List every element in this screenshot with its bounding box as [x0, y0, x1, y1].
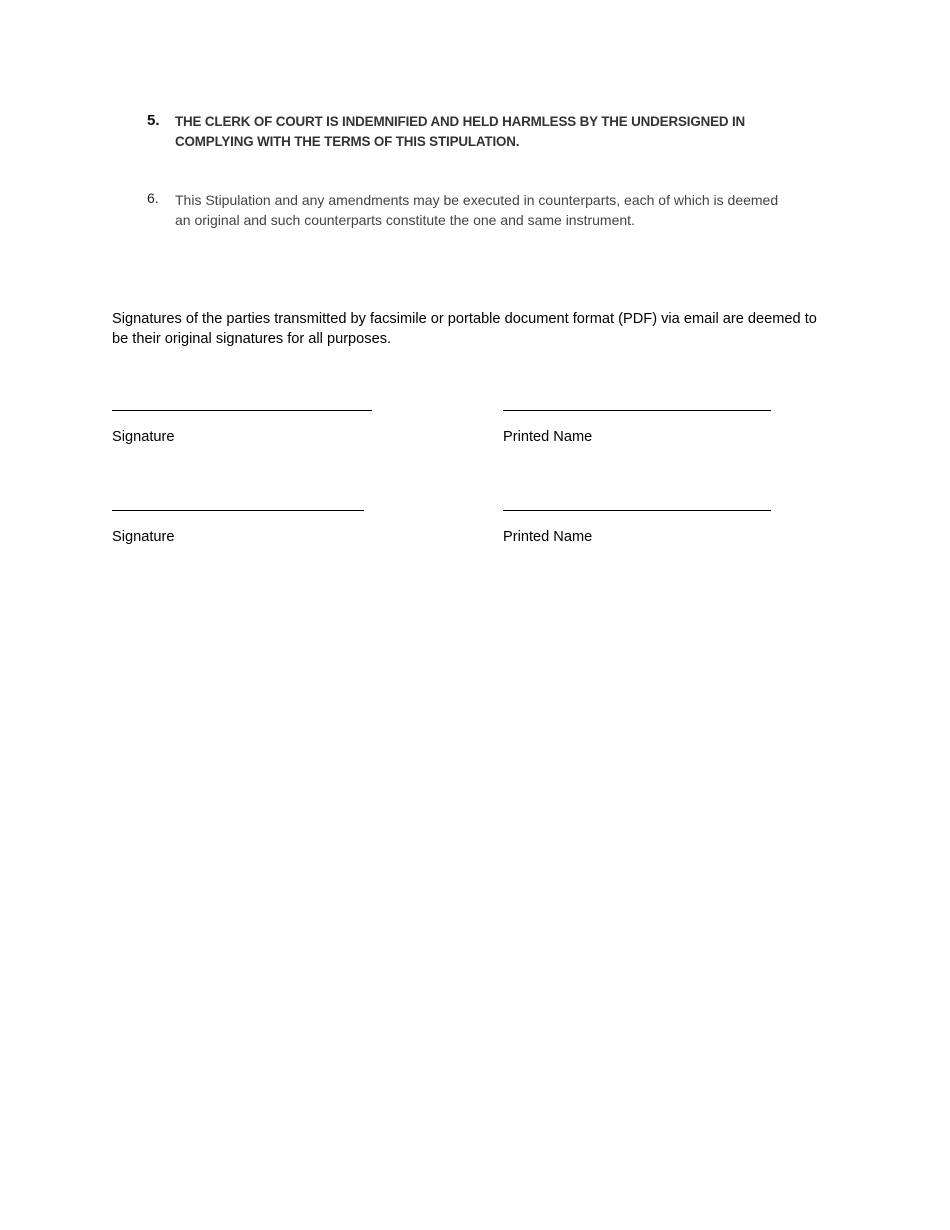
printed-name-label: Printed Name — [503, 529, 593, 545]
clause-text: THE CLERK OF COURT IS INDEMNIFIED AND HELD HARMLESS BY THE UNDERSIGNED IN COMPLYING WITH THE TERMS OF THIS STIPULATION. — [175, 114, 746, 149]
signature-label: Signature — [112, 429, 175, 445]
signature-line — [112, 510, 364, 511]
clause-number: 6. — [147, 190, 159, 206]
printed-name-line — [503, 410, 771, 411]
signature-line — [112, 410, 372, 411]
signatures-note: Signatures of the parties transmitted by facsimile or portable document format (PDF) via email are deemed to be their original signatures for all purposes. — [112, 311, 817, 347]
printed-name-line — [503, 510, 771, 511]
clause-number: 5. — [147, 112, 160, 129]
signature-label: Signature — [112, 529, 175, 545]
clause-text: This Stipulation and any amendments may be executed in counterparts, each of which is deemed an original and such counterparts constitute the one and same instrument. — [175, 192, 779, 228]
printed-name-label: Printed Name — [503, 429, 593, 445]
